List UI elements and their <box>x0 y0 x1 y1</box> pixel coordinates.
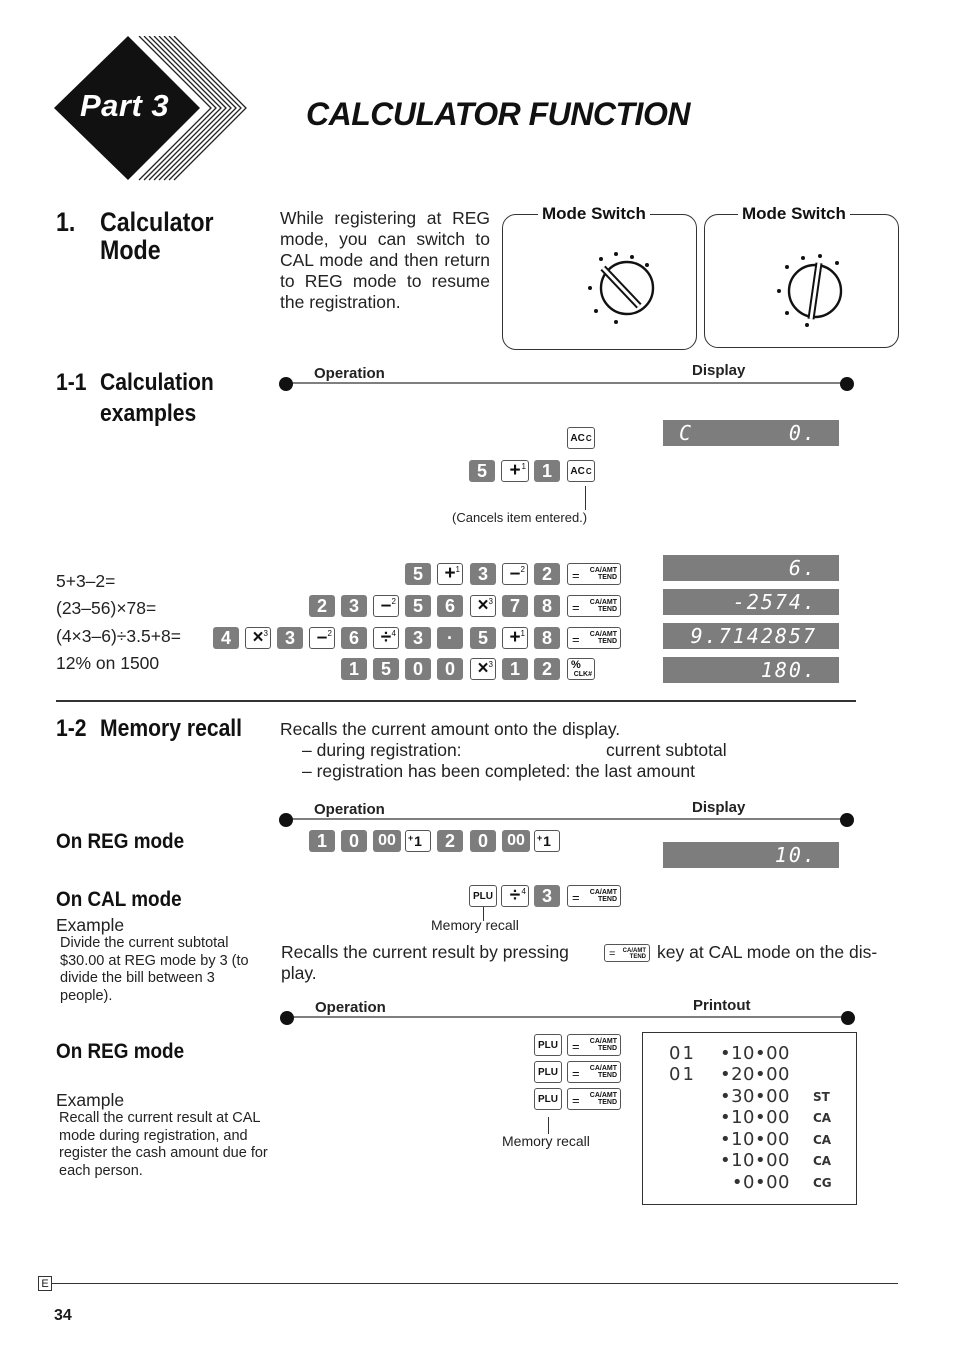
digit-key-2: 2 <box>437 830 463 852</box>
display-reg: 10. <box>663 842 839 868</box>
percent-clk-key: % CLK# <box>567 658 595 680</box>
footer-rule <box>52 1283 898 1284</box>
callout-line <box>585 486 586 510</box>
display-ex3: 9.7142857 <box>663 623 839 649</box>
mode-switch-label-1: Mode Switch <box>538 204 650 224</box>
digit-key-8: 8 <box>534 595 560 617</box>
digit-key-1: 1 <box>309 830 335 852</box>
digit-key-8: 8 <box>534 627 560 649</box>
printout-row: •10•00 CA <box>719 1150 832 1171</box>
digit-key-5: 5 <box>405 595 431 617</box>
display-label: Display <box>692 362 746 379</box>
section-title-line1: Calculator <box>100 207 214 237</box>
display-ex2: -2574. <box>663 589 839 615</box>
printout-row: 01 •20•00 <box>669 1064 790 1085</box>
mode-dial-icon <box>581 251 657 331</box>
digit-key-6: 6 <box>341 627 367 649</box>
calc-example-3: (4×3–6)÷3.5+8= <box>56 626 181 646</box>
ca-amt-tend-key: = CA/AMT TEND <box>567 885 621 907</box>
printout-row: •30•00 ST <box>719 1086 830 1107</box>
page-title: CALCULATOR FUNCTION <box>306 96 690 132</box>
sub1-number: 1-1 <box>56 369 87 396</box>
intro-text: While registering at REG mode, you can switch to CAL mode and then return to REG mode to resume the registration. <box>280 208 490 312</box>
memory-text-line2a: – during registration: <box>302 740 462 760</box>
digit-key-0: 0 <box>437 658 463 680</box>
department-key-1: + 1 <box>534 830 560 852</box>
digit-key-4: 4 <box>213 627 239 649</box>
ca-amt-tend-key: = CA/AMT TEND <box>567 1088 621 1110</box>
digit-key-5: 5 <box>373 658 399 680</box>
recall-sentence-c: play. <box>281 963 317 983</box>
ac-key: AC C <box>567 460 595 482</box>
operation-label: Operation <box>315 999 386 1016</box>
digit-key-1: 1 <box>341 658 367 680</box>
ca-amt-tend-key: = CA/AMT TEND <box>567 595 621 617</box>
multiply-key: × 3 <box>245 627 271 649</box>
example-label: Example <box>56 1090 125 1110</box>
printout-row: •10•00 CA <box>719 1129 832 1150</box>
display-ex1: 6. <box>663 555 839 581</box>
operation-label: Operation <box>314 801 385 818</box>
plus-key: + 1 <box>437 563 463 585</box>
digit-key-3: 3 <box>470 563 496 585</box>
page-number: 34 <box>54 1307 72 1324</box>
mode-dial-icon <box>775 253 851 333</box>
ca-amt-tend-key: = CA/AMT TEND <box>567 1034 621 1056</box>
ca-amt-tend-key: = CA/AMT TEND <box>604 944 650 962</box>
memory-text-line2b: current subtotal <box>606 740 727 760</box>
digit-key-2: 2 <box>534 658 560 680</box>
digit-key-5: 5 <box>470 627 496 649</box>
operation-printout-rule <box>279 1010 859 1026</box>
language-tag: E <box>38 1276 52 1291</box>
digit-key-5: 5 <box>469 460 495 482</box>
digit-key-3: 3 <box>341 595 367 617</box>
digit-key-3: 3 <box>405 627 431 649</box>
digit-key-6: 6 <box>437 595 463 617</box>
digit-key-2: 2 <box>534 563 560 585</box>
digit-key-5: 5 <box>405 563 431 585</box>
operation-display-rule <box>278 376 858 392</box>
display-clear: C 0. <box>663 420 839 446</box>
plus-key: + 1 <box>501 460 529 482</box>
minus-key: – 2 <box>373 595 399 617</box>
callout-line <box>548 1117 549 1134</box>
printout-row: •10•00 CA <box>719 1107 832 1128</box>
digit-key-1: 1 <box>502 658 528 680</box>
ac-key: AC C <box>567 427 595 449</box>
calc-example-4: 12% on 1500 <box>56 653 160 673</box>
printout-row: •0•00 CG <box>731 1172 832 1193</box>
display-label: Display <box>692 799 746 816</box>
ca-amt-tend-key: = CA/AMT TEND <box>567 563 621 585</box>
printout-row: 01 •10•00 <box>669 1043 790 1064</box>
digit-key-0: 0 <box>470 830 496 852</box>
printout-receipt <box>642 1032 857 1205</box>
section-number: 1. <box>56 207 76 237</box>
on-reg-mode-heading-2: On REG mode <box>56 1040 185 1063</box>
decimal-key: · <box>437 627 463 649</box>
divide-key: ÷ 4 <box>501 885 529 907</box>
divide-key: ÷ 4 <box>373 627 399 649</box>
ca-amt-tend-key: = CA/AMT TEND <box>567 1061 621 1083</box>
double-zero-key: 00 <box>373 830 401 852</box>
example-label: Example <box>56 915 125 935</box>
calc-example-2: (23–56)×78= <box>56 598 157 618</box>
display-ex4: 180. <box>663 657 839 683</box>
digit-key-7: 7 <box>502 595 528 617</box>
printout-label: Printout <box>693 997 751 1014</box>
section-title-line2: Mode <box>100 235 161 265</box>
plu-key: PLU <box>534 1034 562 1056</box>
multiply-key: × 3 <box>470 658 496 680</box>
section-divider <box>56 700 856 702</box>
plus-key: + 1 <box>502 627 528 649</box>
multiply-key: × 3 <box>470 595 496 617</box>
example1-text: Divide the current subtotal $30.00 at REG mode by 3 (to divide the bill between 3 people). <box>60 935 249 1004</box>
plu-key: PLU <box>469 885 497 907</box>
mode-switch-box-cal <box>704 214 899 348</box>
recall-sentence-a: Recalls the current result by pressing <box>281 942 569 962</box>
minus-key: – 2 <box>309 627 335 649</box>
digit-key-3: 3 <box>277 627 303 649</box>
plu-key: PLU <box>534 1088 562 1110</box>
sub1-title-line2: examples <box>100 400 197 427</box>
department-key-1: + 1 <box>405 830 431 852</box>
mode-switch-label-2: Mode Switch <box>738 204 850 224</box>
mode-switch-box-reg <box>502 214 697 350</box>
calc-example-1: 5+3–2= <box>56 571 116 591</box>
sub2-number: 1-2 <box>56 715 87 742</box>
plu-key: PLU <box>534 1061 562 1083</box>
cancels-note: (Cancels item entered.) <box>452 510 588 525</box>
part-label: Part 3 <box>80 88 170 123</box>
digit-key-2: 2 <box>309 595 335 617</box>
digit-key-0: 0 <box>341 830 367 852</box>
sub2-title: Memory recall <box>100 715 243 742</box>
sub1-title-line1: Calculation <box>100 369 214 396</box>
double-zero-key: 00 <box>502 830 530 852</box>
memory-text-line1: Recalls the current amount onto the display. <box>280 719 621 739</box>
minus-key: – 2 <box>502 563 528 585</box>
example2-text: Recall the current result at CAL mode during registration, and register the cash amount due for each person. <box>59 1110 268 1179</box>
ca-amt-tend-key: = CA/AMT TEND <box>567 627 621 649</box>
memory-text-line3: – registration has been completed: the last amount <box>302 761 696 781</box>
memory-recall-label: Memory recall <box>502 1133 590 1149</box>
operation-display-rule <box>278 812 858 828</box>
operation-label: Operation <box>314 365 385 382</box>
on-cal-mode-heading: On CAL mode <box>56 888 182 911</box>
digit-key-3: 3 <box>534 885 560 907</box>
on-reg-mode-heading: On REG mode <box>56 830 185 853</box>
digit-key-0: 0 <box>405 658 431 680</box>
memory-recall-label: Memory recall <box>431 917 519 933</box>
digit-key-1: 1 <box>534 460 560 482</box>
recall-sentence-b: key at CAL mode on the dis- <box>657 942 878 962</box>
